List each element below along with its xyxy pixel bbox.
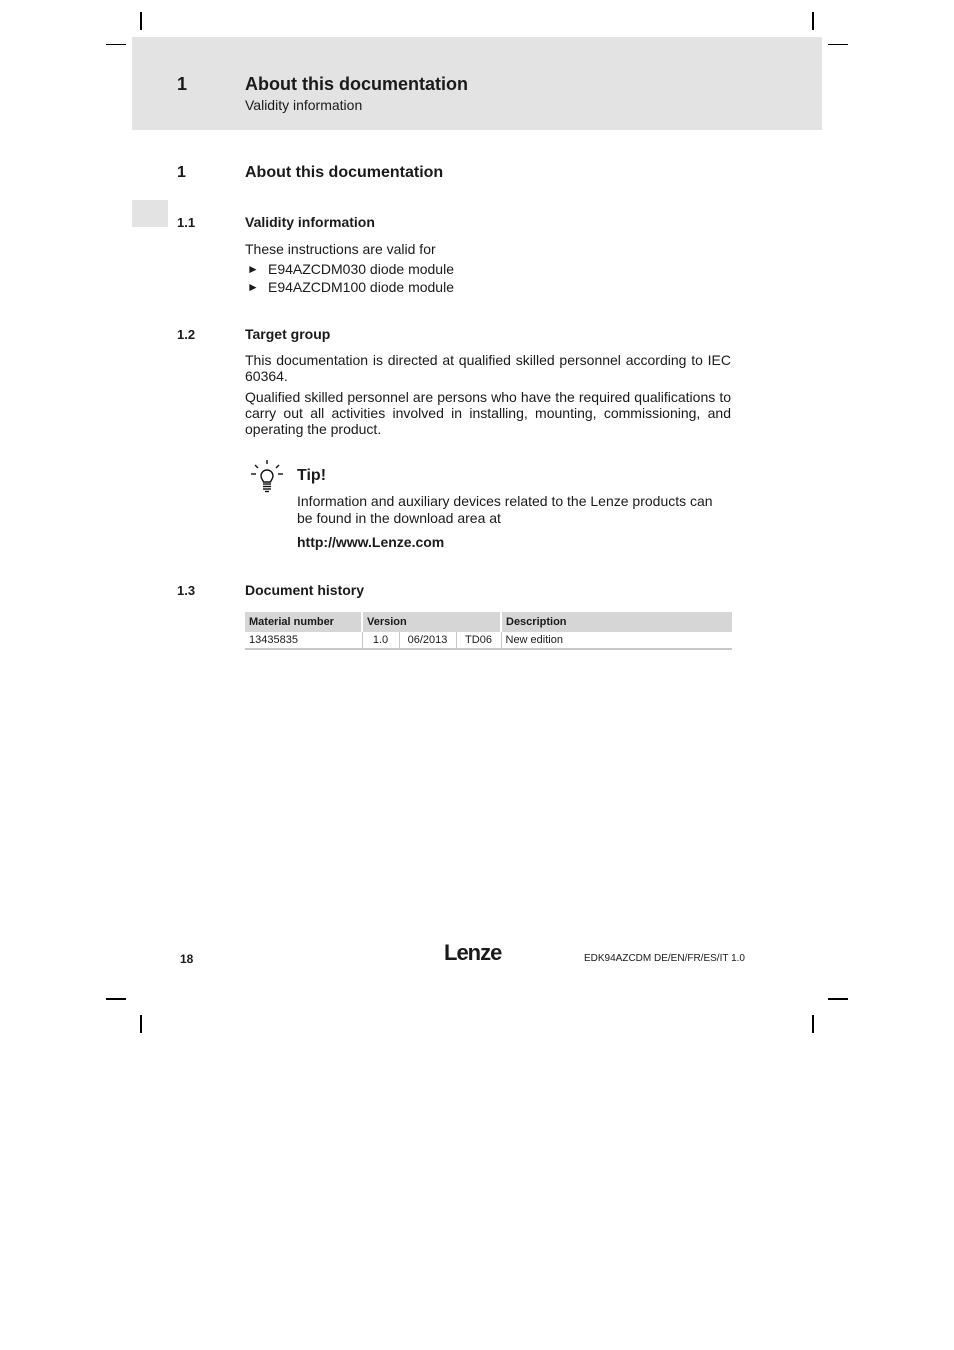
cell-date: 06/2013: [399, 632, 456, 649]
bullet-arrow-icon: ►: [247, 280, 259, 294]
document-id: EDK94AZCDM DE/EN/FR/ES/IT 1.0: [584, 953, 745, 964]
cell-description: New edition: [501, 632, 732, 649]
column-header-version: Version: [362, 612, 501, 632]
history-title: Document history: [245, 582, 365, 598]
lightbulb-icon: [249, 459, 285, 493]
validity-title: Validity information: [245, 214, 375, 230]
column-header-material: Material number: [245, 612, 362, 632]
column-header-description: Description: [501, 612, 732, 632]
tip-title: Tip!: [297, 467, 327, 484]
side-tab-marker: [132, 200, 168, 227]
crop-mark: [812, 1015, 814, 1033]
list-item: E94AZCDM030 diode module: [268, 261, 454, 277]
target-group-title: Target group: [245, 326, 331, 342]
validity-intro: These instructions are valid for: [245, 241, 436, 257]
table-row: [245, 632, 732, 649]
crop-mark: [106, 44, 126, 45]
crop-mark: [106, 998, 126, 1000]
lenze-logo: Lenze: [444, 940, 502, 965]
bullet-arrow-icon: ►: [247, 262, 259, 276]
section-number: 1: [177, 164, 186, 181]
table-header-row: [245, 612, 732, 632]
crop-mark: [812, 12, 814, 30]
cell-version: 1.0: [362, 632, 399, 649]
cell-code: TD06: [456, 632, 501, 649]
crop-mark: [140, 1015, 142, 1033]
header-band: [132, 37, 822, 130]
tip-link[interactable]: http://www.Lenze.com: [297, 534, 445, 550]
header-chapter-number: 1: [177, 74, 188, 94]
target-group-paragraph-2: Qualified skilled personnel are persons who have the required qualifications to carry out all activities involved in installing, mounting, commissioning, and operating the product.: [245, 389, 731, 437]
header-chapter-title: About this documentation: [245, 74, 468, 94]
validity-number: 1.1: [177, 215, 196, 230]
history-number: 1.3: [177, 583, 196, 598]
crop-mark: [828, 998, 848, 1000]
document-history-table: [245, 612, 732, 650]
crop-mark: [828, 44, 848, 45]
page-number: 18: [180, 952, 194, 966]
tip-text: Information and auxiliary devices related to the Lenze products can be found in the download area at: [297, 493, 713, 526]
list-item: E94AZCDM100 diode module: [268, 279, 454, 295]
target-group-paragraph-1: This documentation is directed at qualified skilled personnel according to IEC 60364.: [245, 352, 731, 384]
section-title: About this documentation: [245, 164, 444, 181]
target-group-number: 1.2: [177, 327, 196, 342]
header-subtitle: Validity information: [245, 97, 363, 113]
crop-mark: [140, 12, 142, 30]
cell-material: 13435835: [245, 632, 362, 649]
